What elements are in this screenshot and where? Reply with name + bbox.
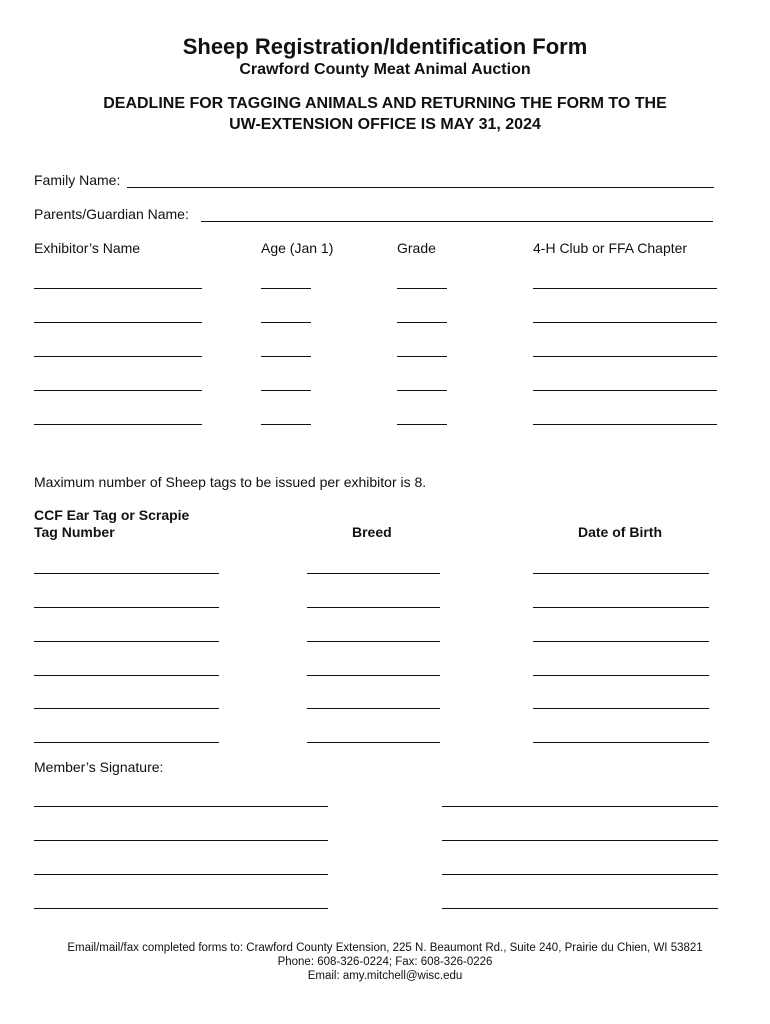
age-field[interactable] bbox=[261, 322, 311, 323]
club-field[interactable] bbox=[533, 390, 717, 391]
breed-field[interactable] bbox=[307, 607, 440, 608]
dob-field[interactable] bbox=[533, 675, 709, 676]
form-subtitle: Crawford County Meat Animal Auction bbox=[239, 61, 531, 78]
footer-contact bbox=[0, 941, 770, 983]
grade-field[interactable] bbox=[397, 356, 447, 357]
signature-label: Member’s Signature: bbox=[34, 759, 164, 775]
header-tag-line-1: CCF Ear Tag or Scrapie bbox=[34, 507, 190, 523]
header-age: Age (Jan 1) bbox=[261, 240, 334, 256]
dob-field[interactable] bbox=[533, 742, 709, 743]
tag-number-field[interactable] bbox=[34, 675, 219, 676]
tag-number-field[interactable] bbox=[34, 641, 219, 642]
grade-field[interactable] bbox=[397, 424, 447, 425]
header-exhibitor-name: Exhibitor’s Name bbox=[34, 240, 141, 256]
header-club: 4-H Club or FFA Chapter bbox=[533, 240, 688, 256]
breed-field[interactable] bbox=[307, 708, 440, 709]
age-field[interactable] bbox=[261, 390, 311, 391]
exhibitor-name-field[interactable] bbox=[34, 356, 202, 357]
club-field[interactable] bbox=[533, 322, 717, 323]
signature-field[interactable] bbox=[442, 840, 718, 841]
form-title: Sheep Registration/Identification Form bbox=[182, 34, 588, 59]
deadline-line-1: DEADLINE FOR TAGGING ANIMALS AND RETURNING THE FORM TO THE bbox=[103, 95, 667, 112]
dob-field[interactable] bbox=[533, 607, 709, 608]
signature-field[interactable] bbox=[34, 806, 328, 807]
parents-guardian-field[interactable] bbox=[201, 221, 713, 222]
club-field[interactable] bbox=[533, 424, 717, 425]
deadline-notice bbox=[60, 93, 710, 135]
deadline-line-2: UW-EXTENSION OFFICE IS MAY 31, 2024 bbox=[229, 116, 541, 133]
signature-field[interactable] bbox=[34, 874, 328, 875]
signature-field[interactable] bbox=[34, 908, 328, 909]
signature-field[interactable] bbox=[442, 806, 718, 807]
exhibitor-name-field[interactable] bbox=[34, 390, 202, 391]
footer-phone: Phone: 608-326-0224; Fax: 608-326-0226 bbox=[277, 956, 493, 968]
header-tag-number bbox=[34, 507, 189, 541]
age-field[interactable] bbox=[261, 288, 311, 289]
breed-field[interactable] bbox=[307, 742, 440, 743]
breed-field[interactable] bbox=[307, 641, 440, 642]
exhibitor-name-field[interactable] bbox=[34, 424, 202, 425]
parents-guardian-label: Parents/Guardian Name: bbox=[34, 206, 189, 222]
header-grade: Grade bbox=[397, 240, 436, 256]
family-name-label: Family Name: bbox=[34, 172, 121, 188]
family-name-field[interactable] bbox=[127, 187, 714, 188]
dob-field[interactable] bbox=[533, 708, 709, 709]
dob-field[interactable] bbox=[533, 641, 709, 642]
grade-field[interactable] bbox=[397, 288, 447, 289]
exhibitor-name-field[interactable] bbox=[34, 322, 202, 323]
grade-field[interactable] bbox=[397, 322, 447, 323]
club-field[interactable] bbox=[533, 356, 717, 357]
footer-address: Email/mail/fax completed forms to: Crawford County Extension, 225 N. Beaumont Rd., Suite 240, Prairie du Chien, WI 53821 bbox=[67, 942, 703, 954]
dob-field[interactable] bbox=[533, 573, 709, 574]
tag-number-field[interactable] bbox=[34, 607, 219, 608]
age-field[interactable] bbox=[261, 356, 311, 357]
max-tags-note: Maximum number of Sheep tags to be issued per exhibitor is 8. bbox=[34, 474, 427, 490]
tag-number-field[interactable] bbox=[34, 573, 219, 574]
tag-number-field[interactable] bbox=[34, 708, 219, 709]
age-field[interactable] bbox=[261, 424, 311, 425]
signature-field[interactable] bbox=[34, 840, 328, 841]
header-tag-line-2: Tag Number bbox=[34, 524, 115, 540]
exhibitor-name-field[interactable] bbox=[34, 288, 202, 289]
signature-field[interactable] bbox=[442, 908, 718, 909]
header-dob: Date of Birth bbox=[578, 524, 662, 540]
tag-number-field[interactable] bbox=[34, 742, 219, 743]
club-field[interactable] bbox=[533, 288, 717, 289]
breed-field[interactable] bbox=[307, 573, 440, 574]
breed-field[interactable] bbox=[307, 675, 440, 676]
grade-field[interactable] bbox=[397, 390, 447, 391]
signature-field[interactable] bbox=[442, 874, 718, 875]
footer-email: Email: amy.mitchell@wisc.edu bbox=[307, 970, 463, 982]
header-breed: Breed bbox=[352, 524, 392, 540]
